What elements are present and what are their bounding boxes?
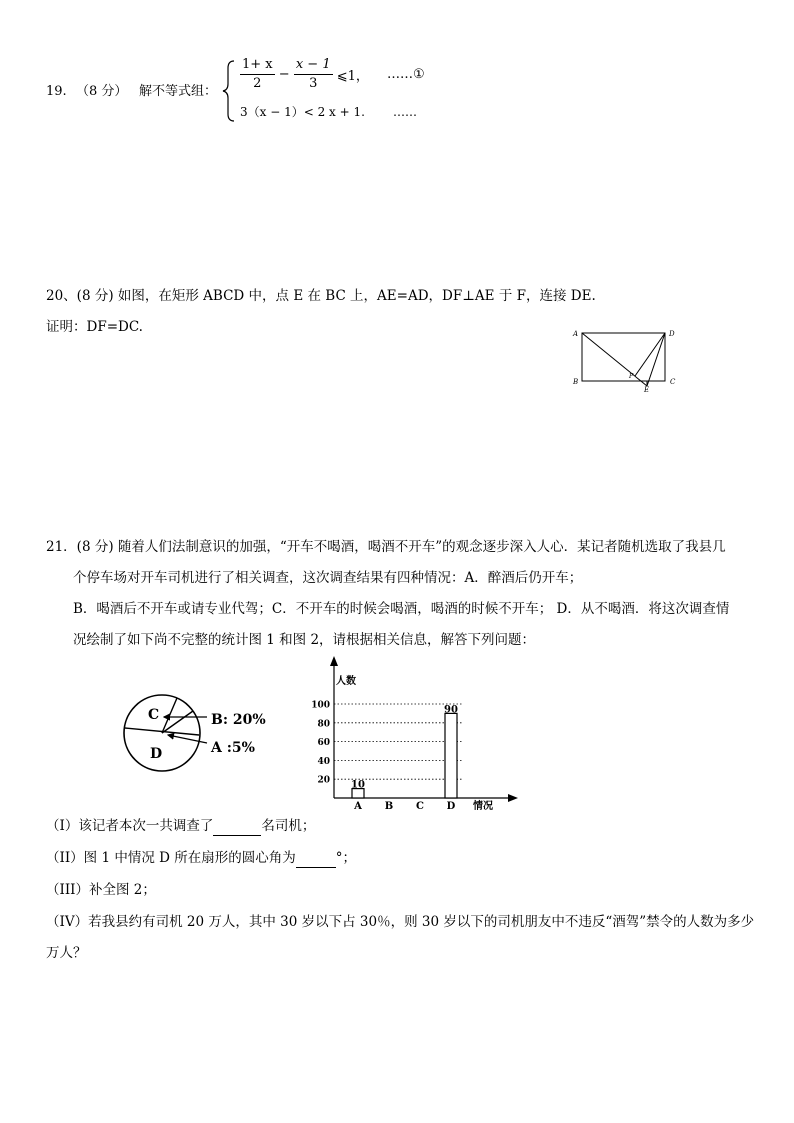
fraction-2-numerator: x − 1 — [294, 56, 333, 75]
system-brace-icon — [222, 60, 236, 122]
segment-df — [635, 333, 665, 376]
answer-blank-2[interactable] — [296, 849, 336, 868]
bar-d — [445, 713, 457, 798]
sub-1-tail: 名司机； — [261, 818, 316, 834]
q19-number: 19. — [46, 84, 67, 99]
sub-1-text: （I）该记者本次一共调查了 — [46, 818, 214, 834]
answer-blank-1[interactable] — [213, 817, 261, 836]
q19-inequality-1 — [240, 56, 425, 93]
fraction-1 — [240, 56, 275, 93]
y-tick-label: 80 — [317, 719, 330, 730]
pie-label-b: B: 20% — [211, 712, 266, 728]
pie-chart-figure-1 — [118, 688, 278, 778]
label-d: D — [669, 330, 675, 338]
q21-line-4: 况绘制了如下尚不完整的统计图 1 和图 2，请根据相关信息，解答下列问题： — [73, 632, 536, 648]
q21-sub-4-line-1: （IV）若我县约有司机 20 万人，其中 30 岁以下占 30％，则 30 岁以下的司机朋友中不违反“酒驾”禁令的人数为多少 — [46, 914, 755, 930]
fraction-2-denominator: 3 — [309, 76, 318, 91]
sub-2-tail: °； — [335, 850, 356, 866]
data-label-d: 90 — [444, 704, 458, 716]
rectangle-abcd-figure — [566, 324, 686, 394]
x-tick-label-b: B — [384, 801, 394, 812]
data-label-a: 10 — [351, 779, 365, 791]
x-tick-label-c: C — [416, 801, 424, 812]
label-b: B — [573, 378, 579, 386]
pie-label-c: C — [148, 707, 160, 723]
q19-inequality-2-mark: …… — [393, 105, 417, 119]
label-c: C — [670, 378, 676, 386]
x-axis-label: 情况 — [473, 801, 493, 812]
q21-sub-3: （III）补全图 2； — [46, 882, 156, 898]
chart-bars — [351, 704, 458, 812]
y-tick-label: 40 — [317, 756, 330, 767]
label-a: A — [573, 330, 579, 338]
inequality-1-tail: ⩽1， — [336, 69, 369, 84]
y-tick-label: 100 — [311, 700, 330, 711]
q19-instruction: 解不等式组： — [139, 84, 218, 99]
y-tick-label: 60 — [317, 738, 330, 749]
pie-label-a: A :5% — [211, 740, 255, 756]
bar-chart-figure-2 — [300, 652, 530, 814]
label-f: F — [629, 373, 634, 380]
fraction-1-numerator: 1+ x — [240, 56, 275, 75]
x-tick-label-a: A — [354, 801, 362, 812]
label-e: E — [644, 386, 650, 394]
q21-sub-1 — [46, 817, 315, 836]
minus-sign: − — [278, 67, 290, 82]
pie-label-d: D — [150, 746, 163, 762]
q21-line-3: B．喝酒后不开车或请专业代驾；C．不开车的时候会喝酒，喝酒的时候不开车； D．从不喝酒．将这次调查情 — [73, 601, 730, 617]
fraction-2 — [294, 56, 333, 93]
q21-line-1: 21．(8 分) 随着人们法制意识的加强，“开车不喝酒，喝酒不开车”的观念逐步深入人心．某记者随机选取了我县几 — [46, 539, 726, 555]
q19-inequality-2: 3（x − 1）< 2 x + 1. — [240, 105, 365, 119]
x-tick-label-d: D — [446, 801, 456, 812]
sub-2-text: （II）图 1 中情况 D 所在扇形的圆心角为 — [46, 850, 296, 866]
segment-ae — [582, 333, 647, 386]
q21-line-2: 个停车场对开车司机进行了相关调查，这次调查结果有四种情况：A．醉酒后仍开车； — [73, 570, 583, 586]
segment-de — [647, 333, 665, 386]
q21-sub-4-line-2: 万人？ — [46, 945, 87, 961]
x-axis-arrow-icon — [508, 794, 518, 802]
y-axis-label: 人数 — [336, 676, 356, 687]
y-axis-arrow-icon — [330, 656, 338, 666]
y-tick-label: 20 — [317, 775, 330, 786]
inequality-1-mark: ……① — [387, 67, 425, 82]
q20-prove: 证明：DF=DC. — [46, 319, 143, 335]
q19-score: （8 分） — [76, 84, 128, 99]
q21-sub-2 — [46, 849, 356, 868]
q20-statement: 20、(8 分) 如图，在矩形 ABCD 中，点 E 在 BC 上，AE=AD，DF⊥AE 于 F，连接 DE. — [46, 288, 596, 304]
fraction-1-denominator: 2 — [253, 76, 262, 91]
